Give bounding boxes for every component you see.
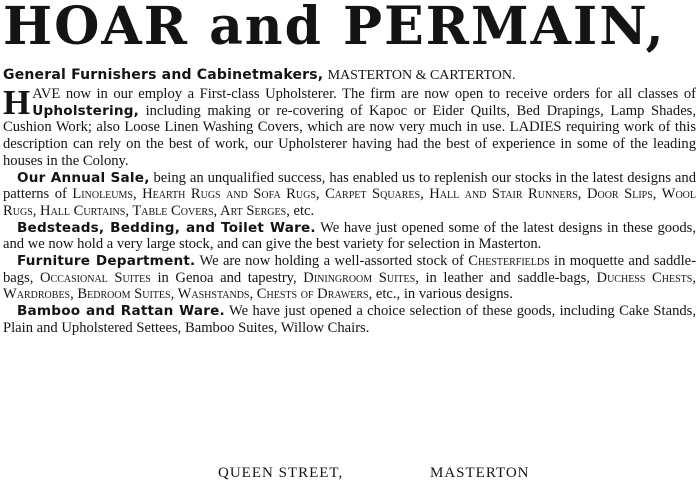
paragraph-furniture: [3, 253, 696, 303]
upholstering-highlight: Upholstering,: [32, 102, 140, 119]
furniture-heading: Furniture Department.: [17, 253, 196, 270]
business-description: General Furnishers and Cabinetmakers,: [3, 67, 324, 83]
bedsteads-heading: Bedsteads, Bedding, and Toilet Ware.: [17, 219, 316, 236]
masthead-title: HOAR and PERMAIN,: [3, 0, 666, 57]
annual-sale-text-a: being an unqualified success, has enabled us to replenish our stocks in the latest designs and patterns of: [3, 169, 697, 203]
paragraph-annual-sale: [3, 170, 696, 220]
bedsteads-text: We have just opened some of the latest designs in these goods, and we now hold a very large stock, and can give the best variety for selection in Masterton.: [3, 219, 696, 253]
furniture-item-chesterfields: Chesterfields: [468, 253, 550, 270]
subhead: [3, 65, 696, 85]
furniture-text-a: We are now holding a well-assorted stock of: [195, 253, 469, 270]
footer-town: MASTERTON: [430, 465, 530, 481]
paragraph-bamboo: [3, 303, 696, 336]
bamboo-heading: Bamboo and Rattan Ware.: [17, 303, 225, 320]
footer-address: [0, 465, 700, 483]
paragraph-bedsteads: [3, 220, 696, 253]
drop-cap: H: [3, 83, 31, 122]
paragraph-upholstery: [3, 83, 696, 170]
annual-sale-items: Linoleums, Hearth Rugs and Sofa Rugs, Carpet Squares, Hall and Stair Runners, Door Slips, Wool Rugs, Hall Curtains, Table Covers, Art Serges,: [3, 186, 696, 219]
furniture-text-d: in leather and saddle-bags,: [418, 269, 597, 286]
furniture-text-e: etc., in various designs.: [372, 286, 513, 303]
advertisement-body: [3, 83, 697, 337]
upholstery-text-a: AVE now in our employ a First-class Upholsterer. The firm are now open to receive orders for all classes of: [32, 86, 696, 102]
annual-sale-heading: Our Annual Sale,: [17, 169, 150, 186]
furniture-item-bedroom: Duchess Chests, Wardrobes, Bedroom Suites, Washstands, Chests of Drawers,: [3, 269, 696, 303]
furniture-text-b: in moquette and saddle-bags,: [3, 253, 696, 286]
upholstery-text-b: including making or re-covering of Kapoc or Eider Quilts, Bed Drapings, Lamp Shades, Cushion Work; also Loose Linen Washing Covers, which are now very much in use. LADIES requiring work of this description can rely on the best of work, our Upholsterer having had the best of experience in some of the leading houses in the Colony.: [3, 102, 696, 169]
business-locations: MASTERTON & CARTERTON.: [327, 68, 516, 83]
furniture-item-occasional-suites: Occasional Suites: [40, 269, 151, 286]
furniture-item-diningroom-suites: Diningroom Suites,: [303, 269, 419, 286]
footer-street: QUEEN STREET,: [218, 465, 344, 481]
annual-sale-text-b: etc.: [289, 202, 315, 219]
bamboo-text: We have just opened a choice selection of these goods, including Cake Stands, Plain and Upholstered Settees, Bamboo Suites, Willow Chairs.: [3, 303, 697, 336]
furniture-text-c: in Genoa and tapestry,: [150, 269, 304, 286]
